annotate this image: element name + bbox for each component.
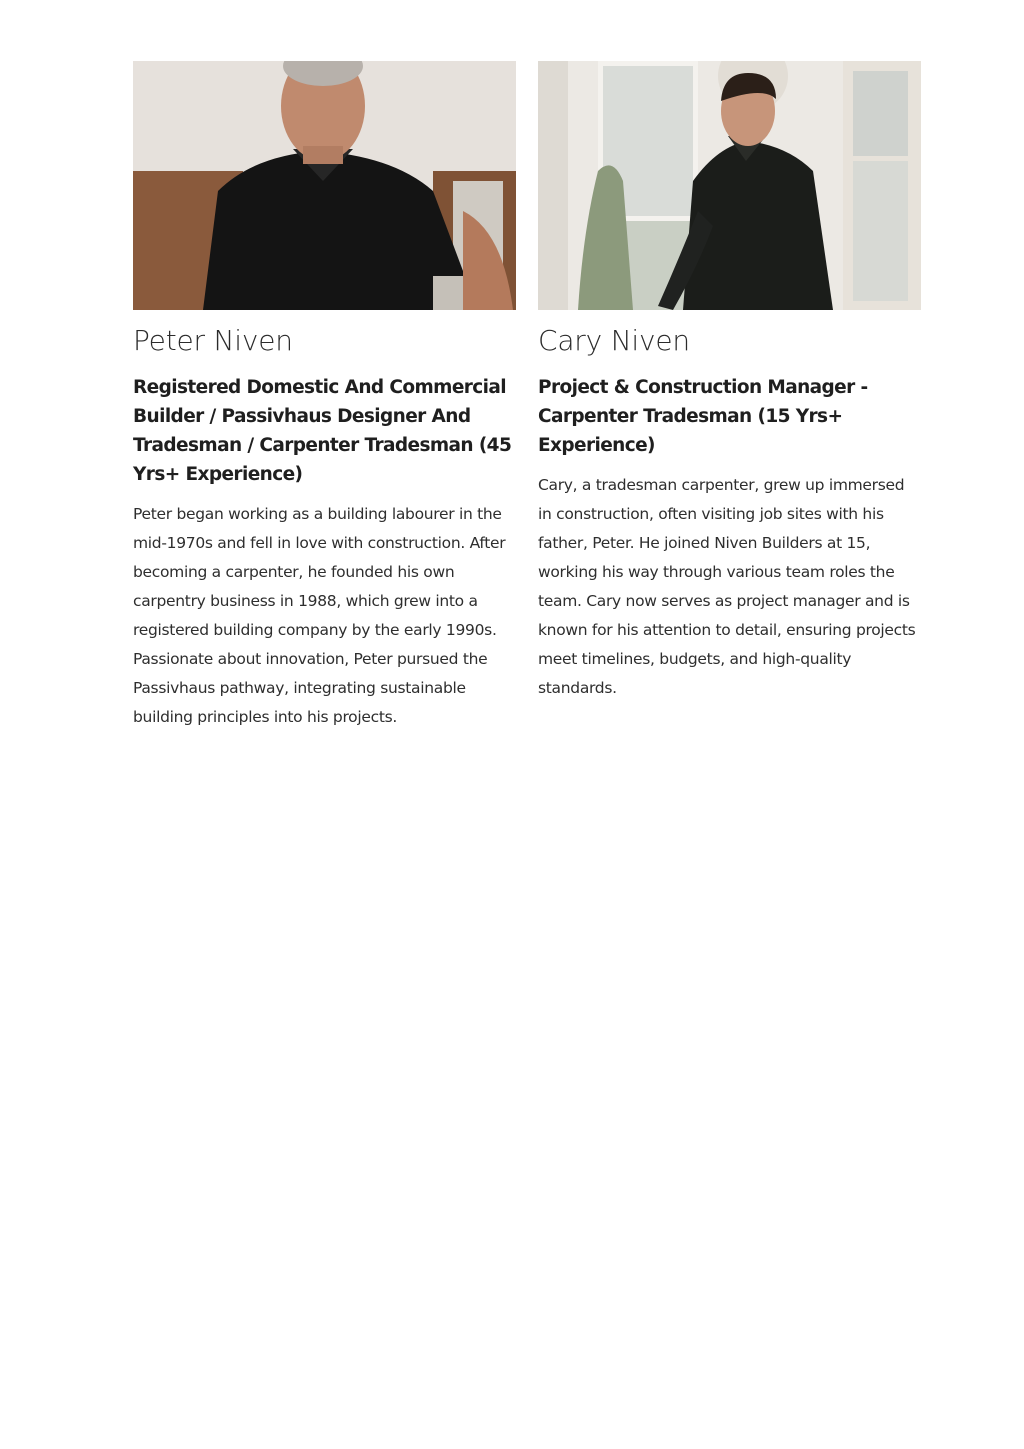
team-member-bio: Peter began working as a building labourer in the mid-1970s and fell in love with construction. After becoming a carpenter, he founded his own carpentry business in 1988, which grew into a registered building company by the early 1990s. Passionate about innovation, Peter pursued the Passivhaus pathway, integrating sustainable building principles into his projects.	[133, 505, 506, 726]
team-member-role: Project & Construction Manager - Carpenter Tradesman (15 Yrs+ Experience)	[538, 377, 868, 456]
team-member-name: Peter Niven	[133, 324, 293, 357]
team-member-card	[133, 61, 516, 732]
team-member-bio: Cary, a tradesman carpenter, grew up immersed in construction, often visiting job sites with his father, Peter. He joined Niven Builders at 15, working his way through various team roles the team. Cary now serves as project manager and is known for his attention to detail, ensuring projects meet timelines, budgets, and high-quality standards.	[538, 476, 916, 697]
team-member-card	[538, 61, 921, 732]
team-section	[133, 61, 921, 732]
team-member-name: Cary Niven	[538, 324, 690, 357]
team-member-photo	[538, 61, 921, 310]
team-member-photo	[133, 61, 516, 310]
team-member-role: Registered Domestic And Commercial Builder / Passivhaus Designer And Tradesman / Carpenter Tradesman (45 Yrs+ Experience)	[133, 377, 512, 485]
